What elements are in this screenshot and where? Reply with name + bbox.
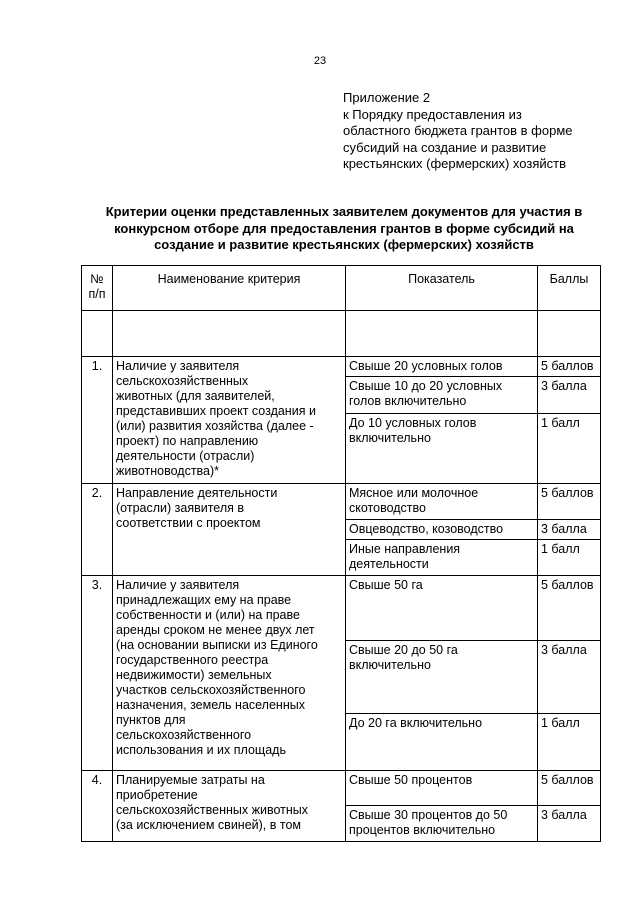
criterion-name-line: (за исключением свиней), в том [116, 818, 301, 832]
criterion-name-line: животноводства)* [116, 464, 220, 478]
indicator-cell [346, 520, 538, 540]
appendix-line: областного бюджета грантов в форме [343, 123, 573, 138]
criterion-name [113, 576, 346, 771]
title-line: создание и развитие крестьянских (фермерских) хозяйств [154, 237, 534, 252]
header-points: Баллы [538, 266, 601, 311]
criterion-name-line: государственного реестра [116, 653, 269, 667]
indicator-line: Свыше 50 процентов [349, 773, 473, 787]
criteria-table [81, 265, 601, 842]
criterion-number: 1. [82, 357, 113, 484]
criterion-name-line: (на основании выписки из Единого [116, 638, 318, 652]
indicator-line: Свыше 10 до 20 условных [349, 379, 503, 393]
criterion-number: 2. [82, 484, 113, 576]
points-cell: 5 баллов [538, 576, 601, 641]
points-cell: 5 баллов [538, 484, 601, 520]
points-cell: 3 балла [538, 377, 601, 414]
indicator-line: процентов включительно [349, 823, 496, 837]
criterion-name-line: сельскохозяйственного [116, 728, 252, 742]
indicator-cell [346, 377, 538, 414]
criterion-name-line: (или) развития хозяйства (далее - [116, 419, 314, 433]
criterion-name-line: сельскохозяйственных [116, 374, 249, 388]
criterion-name-line: аренды сроком не менее двух лет [116, 623, 315, 637]
table-spacer-row [82, 311, 601, 357]
appendix-line: крестьянских (фермерских) хозяйств [343, 156, 566, 171]
appendix-line: Приложение 2 [343, 90, 431, 105]
criterion-name-line: принадлежащих ему на праве [116, 593, 292, 607]
spacer-cell [82, 311, 113, 357]
indicator-line: включительно [349, 431, 431, 445]
table-row [82, 576, 601, 641]
document-title [80, 204, 608, 254]
header-number-line: № [90, 272, 104, 286]
criterion-name-line: проект) по направлению [116, 434, 259, 448]
table-row [82, 484, 601, 520]
title-line: Критерии оценки представленных заявителем документов для участия в [105, 204, 583, 219]
points-cell: 1 балл [538, 714, 601, 771]
indicator-cell [346, 484, 538, 520]
indicator-line: Свыше 20 условных голов [349, 359, 503, 373]
indicator-line: До 10 условных голов [349, 416, 477, 430]
spacer-cell [538, 311, 601, 357]
indicator-cell [346, 540, 538, 576]
spacer-cell [113, 311, 346, 357]
table-row [82, 771, 601, 806]
points-cell: 3 балла [538, 806, 601, 842]
indicator-line: Иные направления [349, 542, 461, 556]
criterion-name-line: участков сельскохозяйственного [116, 683, 306, 697]
spacer-cell [346, 311, 538, 357]
header-number [82, 266, 113, 311]
criterion-name-line: (отрасли) заявителя в [116, 501, 245, 515]
criterion-name-line: пунктов для [116, 713, 186, 727]
indicator-cell [346, 414, 538, 484]
points-cell: 3 балла [538, 641, 601, 714]
indicator-cell [346, 806, 538, 842]
criterion-number: 3. [82, 576, 113, 771]
criterion-name-line: назначения, земель населенных [116, 698, 305, 712]
indicator-line: деятельности [349, 557, 429, 571]
points-cell: 1 балл [538, 540, 601, 576]
indicator-cell [346, 576, 538, 641]
criterion-number: 4. [82, 771, 113, 842]
points-cell: 3 балла [538, 520, 601, 540]
indicator-cell [346, 771, 538, 806]
criterion-name-line: недвижимости) земельных [116, 668, 272, 682]
appendix-line: субсидий на создание и развитие [343, 139, 547, 155]
criterion-name-line: приобретение [116, 788, 198, 802]
criterion-name [113, 484, 346, 576]
indicator-line: Овцеводство, козоводство [349, 522, 504, 536]
criterion-name [113, 771, 346, 842]
indicator-cell [346, 357, 538, 377]
header-number-line: п/п [88, 287, 106, 301]
indicator-line: Свыше 20 до 50 га [349, 643, 458, 657]
criterion-name-line: соответствии с проектом [116, 516, 261, 530]
indicator-line: голов включительно [349, 394, 467, 408]
points-cell: 1 балл [538, 414, 601, 484]
indicator-line: включительно [349, 658, 431, 672]
title-line: конкурсном отборе для предоставления грантов в форме субсидий на [114, 220, 574, 236]
appendix-line: к Порядку предоставления из [343, 106, 522, 122]
criterion-name-line: Планируемые затраты на [116, 773, 265, 787]
criterion-name-line: Направление деятельности [116, 486, 278, 500]
page-number: 23 [313, 55, 327, 67]
indicator-line: Свыше 50 га [349, 578, 423, 592]
criterion-name-line: использования и их площадь [116, 743, 286, 757]
indicator-line: Свыше 30 процентов до 50 [349, 808, 508, 822]
criterion-name-line: Наличие у заявителя [116, 578, 240, 592]
criterion-name-line: собственности и (или) на праве [116, 608, 300, 622]
table-row [82, 357, 601, 377]
table-header-row [82, 266, 601, 311]
appendix-note [343, 90, 623, 173]
indicator-line: скотоводство [349, 501, 426, 515]
indicator-cell [346, 641, 538, 714]
indicator-cell [346, 714, 538, 771]
points-cell: 5 баллов [538, 771, 601, 806]
criterion-name-line: животных (для заявителей, [116, 389, 275, 403]
criterion-name-line: представивших проект создания и [116, 404, 316, 418]
indicator-line: Мясное или молочное [349, 486, 479, 500]
points-cell: 5 баллов [538, 357, 601, 377]
criterion-name-line: деятельности (отрасли) [116, 449, 255, 463]
header-criterion-name: Наименование критерия [113, 266, 346, 311]
criterion-name-line: Наличие у заявителя [116, 359, 240, 373]
criterion-name-line: сельскохозяйственных животных [116, 803, 308, 817]
header-indicator: Показатель [346, 266, 538, 311]
indicator-line: До 20 га включительно [349, 716, 483, 730]
criterion-name [113, 357, 346, 484]
